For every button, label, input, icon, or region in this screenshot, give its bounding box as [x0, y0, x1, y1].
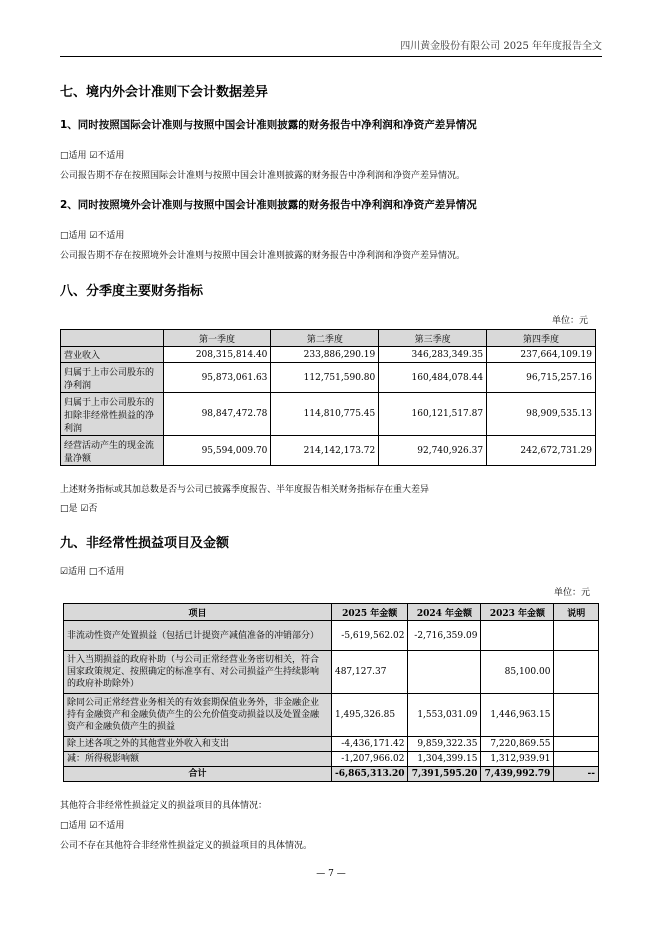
header-cell: 第一季度: [163, 330, 271, 347]
total-value: 7,391,595.20: [408, 767, 481, 782]
header-cell: [61, 330, 164, 347]
cell-value: 1,553,031.09: [408, 694, 481, 737]
section-9-title: 九、非经常性损益项目及金额: [60, 536, 230, 551]
cell-value: 160,121,517.87: [379, 393, 487, 436]
section-7-2-title: 2、同时按照境外会计准则与按照中国会计准则披露的财务报告中净利润和净资产差异情况: [60, 199, 477, 211]
cell-value: 95,873,061.63: [163, 363, 271, 393]
cell-value: 160,484,078.44: [379, 363, 487, 393]
cell-value: 242,672,731.29: [487, 436, 596, 466]
cell-value: 1,495,326.85: [331, 694, 408, 737]
total-value: 7,439,992.79: [481, 767, 554, 782]
table-row: [64, 621, 599, 651]
row-label: 营业收入: [61, 347, 164, 363]
cell-value: -4,436,171.42: [331, 737, 408, 752]
cell-value: -5,619,562.02: [331, 621, 408, 651]
cell-value: -2,716,359.09: [408, 621, 481, 651]
header-cell: 2025 年金额: [331, 604, 408, 621]
cell-value: [408, 651, 481, 694]
cell-value: 487,127.37: [331, 651, 408, 694]
row-label: 减：所得税影响额: [64, 752, 332, 767]
table-header-row: [61, 330, 596, 347]
header-cell: 项目: [64, 604, 332, 621]
table-row: [61, 436, 596, 466]
table-row: [64, 752, 599, 767]
cell-value: 96,715,257.16: [487, 363, 596, 393]
cell-value: 85,100.00: [481, 651, 554, 694]
section-7-1-text: 公司报告期不存在按照国际会计准则与按照中国会计准则披露的财务报告中净利润和净资产差异情况。: [60, 171, 466, 181]
cell-value: 214,142,173.72: [271, 436, 379, 466]
total-label: 合计: [64, 767, 332, 782]
section-7-1-checkbox: □适用 ☑不适用: [60, 151, 125, 161]
running-header: 四川黄金股份有限公司 2025 年年度报告全文: [400, 41, 602, 52]
cell-value: 233,886,290.19: [271, 347, 379, 363]
section-8-checkbox: □是 ☑否: [60, 504, 98, 514]
table-header-row: [64, 604, 599, 621]
header-cell: 说明: [554, 604, 599, 621]
section-9-checkbox: ☑适用 □不适用: [60, 567, 125, 577]
cell-value: 9,859,322.35: [408, 737, 481, 752]
cell-value: [554, 621, 599, 651]
cell-value: 208,315,814.40: [163, 347, 271, 363]
header-cell: 2024 年金额: [408, 604, 481, 621]
quarterly-table: [60, 329, 596, 466]
cell-value: 92,740,926.37: [379, 436, 487, 466]
table-row: [61, 347, 596, 363]
cell-value: 1,312,939.91: [481, 752, 554, 767]
cell-value: 114,810,775.45: [271, 393, 379, 436]
cell-value: -1,207,966.02: [331, 752, 408, 767]
cell-value: 112,751,590.80: [271, 363, 379, 393]
header-cell: 第三季度: [379, 330, 487, 347]
table-row: [64, 694, 599, 737]
cell-value: 95,594,009.70: [163, 436, 271, 466]
table-row: [64, 737, 599, 752]
header-cell: 2023 年金额: [481, 604, 554, 621]
table-row: [61, 393, 596, 436]
cell-value: [554, 651, 599, 694]
header-cell: 第四季度: [487, 330, 596, 347]
header-cell: 第二季度: [271, 330, 379, 347]
non-recurring-table: [63, 603, 599, 782]
total-note: --: [554, 767, 599, 782]
section-7-1-title: 1、同时按照国际会计准则与按照中国会计准则披露的财务报告中净利润和净资产差异情况: [60, 119, 477, 131]
cell-value: [554, 694, 599, 737]
section-9-other-text: 公司不存在其他符合非经常性损益定义的损益项目的具体情况。: [60, 841, 313, 851]
table-row: [64, 651, 599, 694]
section-7-2-checkbox: □适用 ☑不适用: [60, 231, 125, 241]
section-8-title: 八、分季度主要财务指标: [60, 284, 204, 299]
cell-value: 98,909,535.13: [487, 393, 596, 436]
section-9-unit: 单位：元: [553, 588, 590, 598]
row-label: 计入当期损益的政府补助（与公司正常经营业务密切相关，符合国家政策规定、按照确定的标准享有、对公司损益产生持续影响的政府补助除外）: [64, 651, 332, 694]
row-label: 除上述各项之外的其他营业外收入和支出: [64, 737, 332, 752]
cell-value: 1,304,399.15: [408, 752, 481, 767]
cell-value: 237,664,109.19: [487, 347, 596, 363]
row-label: 非流动性资产处置损益（包括已计提资产减值准备的冲销部分）: [64, 621, 332, 651]
cell-value: 7,220,869.55: [481, 737, 554, 752]
row-label: 归属于上市公司股东的净利润: [61, 363, 164, 393]
header-rule: [60, 56, 602, 57]
cell-value: 1,446,963.15: [481, 694, 554, 737]
section-8-note: 上述财务指标或其加总数是否与公司已披露季度报告、半年度报告相关财务指标存在重大差异: [60, 485, 430, 495]
cell-value: [554, 752, 599, 767]
row-label: 除同公司正常经营业务相关的有效套期保值业务外，非金融企业持有金融资产和金融负债产生的公允价值变动损益以及处置金融资产和金融负债产生的损益: [64, 694, 332, 737]
row-label: 经营活动产生的现金流量净额: [61, 436, 164, 466]
table-row: [61, 363, 596, 393]
cell-value: 346,283,349.35: [379, 347, 487, 363]
section-7-2-text: 公司报告期不存在按照境外会计准则与按照中国会计准则披露的财务报告中净利润和净资产差异情况。: [60, 251, 466, 261]
page-number: — 7 —: [316, 869, 346, 879]
row-label: 归属于上市公司股东的扣除非经常性损益的净利润: [61, 393, 164, 436]
section-9-other-checkbox: □适用 ☑不适用: [60, 821, 125, 831]
cell-value: 98,847,472.78: [163, 393, 271, 436]
section-8-unit: 单位：元: [551, 316, 588, 326]
section-7-title: 七、境内外会计准则下会计数据差异: [60, 85, 269, 100]
total-value: -6,865,313.20: [331, 767, 408, 782]
section-9-other-title: 其他符合非经常性损益定义的损益项目的具体情况：: [60, 801, 268, 811]
table-total-row: [64, 767, 599, 782]
cell-value: [481, 621, 554, 651]
cell-value: [554, 737, 599, 752]
